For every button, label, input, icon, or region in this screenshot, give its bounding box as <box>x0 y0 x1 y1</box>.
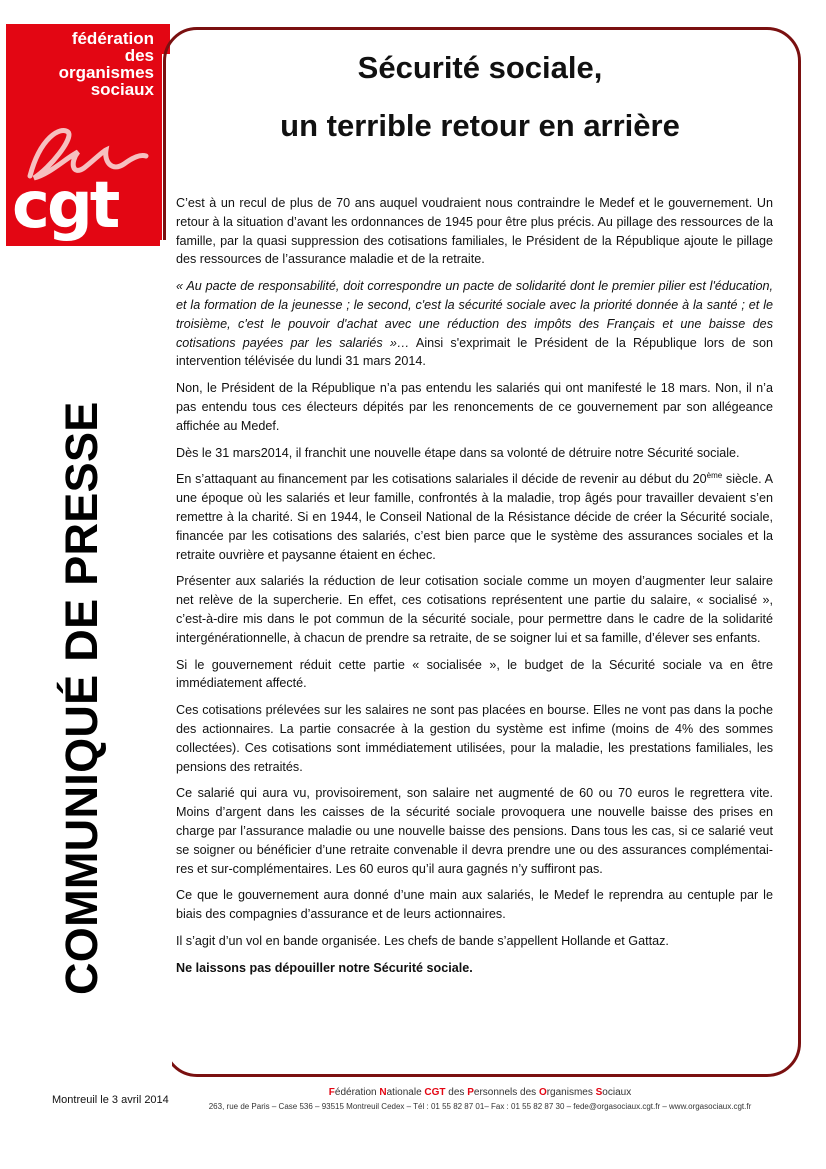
paragraph: Présenter aux salariés la réduction de leur cotisation sociale comme un moyen d’augmenter leur salaire net relève de la supercherie. En effet, ces cotisations représentent une partie du salaire, « socialisé », c’est-à-dire mis dans le pot commun de la sécurité sociale, pour permettre dans le cadre de la solidarité intergénérationnelle, à chacun de prendre sa retraite, de se soigner lui et sa famille, d’élever ses enfants. <box>176 574 773 645</box>
paragraph: Dès le 31 mars2014, il franchit une nouvelle étape dans sa volonté de détruire notre Sécurité sociale. <box>176 445 740 460</box>
quote-attribution: Ainsi s'exprimait le Président de la République lors de son intervention télévisée du lundi 31 mars 2014. <box>176 335 773 369</box>
footer-organization: Fédération Nationale CGT des Personnels des Organismes Sociaux <box>328 1087 632 1098</box>
century-paragraph <box>176 470 773 564</box>
century-text-b: siècle. A une époque où les salariés et leur famille, confrontés à la maladie, trop âgés pour travailler devaient s’en remettre à la charité. Si en 1944, le Conseil National de la Résistance décide de créer la Sécurité sociale, financée par les cotisations des salariés, c’est bien parce que le système des assurances sociales et la retraite ouvrière et paysanne étaient en échec. <box>176 472 773 562</box>
century-superscript: ème <box>706 471 723 481</box>
quote-text: « Au pacte de responsabilité, doit correspondre un pacte de solidarité dont le premier pilier est l'éducation, et la formation de la jeunesse ; le second, c'est la sécurité sociale avec la priorité donnée à la santé ; et le troisième, c'est le pouvoir d'achat avec une réduction des impôts des Français et une baisse des cotisations payées par les salariés »… <box>176 279 773 350</box>
footer <box>180 1087 780 1111</box>
paragraph: Ce que le gouvernement aura donné d’une main aux salariés, le Medef le reprendra au centuple par le biais des compagnies d’assurance et de leurs actionnaires. <box>176 888 773 922</box>
closing-line: Ne laissons pas dépouiller notre Sécurité sociale. <box>176 960 473 975</box>
press-release-label: COMMUNIQUÉ DE PRESSE <box>56 401 107 995</box>
paragraph: Si le gouvernement réduit cette partie « socialisée », le budget de la Sécurité sociale va en être immédiatement affecté. <box>176 657 773 691</box>
paragraph: Non, le Président de la République n’a pas entendu les salariés qui ont manifesté le 18 mars. Non, il n’a pas entendu tous ces électeurs dépités par les renoncements de ce gouvernement par son allégeance affichée au Medef. <box>176 381 773 433</box>
frame-gap <box>160 240 172 1074</box>
paragraph: C’est à un recul de plus de 70 ans auquel voudraient nous contraindre le Medef et le gouvernement. Un retour à la situation d’avant les ordonnances de 1945 pour être plus précis. Au pillage des ressources de la famille, par la quasi suppression des cotisations familiales, le Président de la République ajoute le pillage des ressources de l’assurance maladie et de la retraite. <box>176 196 773 267</box>
title-line-2: un terrible retour en arrière <box>280 108 680 143</box>
paragraph: Ce salarié qui aura vu, provisoirement, son salaire net augmenté de 60 ou 70 euros le regrettera vite. Moins d’argent dans les caisses de la sécurité sociale provoquera une nouvelle baisse des prises en charge par l’assurance maladie ou une nouvelle baisse des pensions. Dans tous les cas, si ce salarié veut se soigner ou bénéficier d’une retraite convenable il devra prendre une ou des assurances complémentai-res et sur-complémentaires. Les 60 euros qu’il aura gagnés n’y suffiront pas. <box>176 786 773 876</box>
cgt-logo <box>6 24 162 246</box>
article-body <box>176 194 773 985</box>
title-line-1: Sécurité sociale, <box>357 50 603 85</box>
page-title <box>170 50 790 144</box>
date-line: Montreuil le 3 avril 2014 <box>52 1094 169 1106</box>
quote-paragraph <box>176 277 773 371</box>
logo-federation-text: fédération des organismes sociaux <box>58 29 154 99</box>
century-text-a: En s’attaquant au financement par les cotisations salariales il décide de revenir au début du 20 <box>176 472 707 487</box>
paragraph: Ces cotisations prélevées sur les salaires ne sont pas placées en bourse. Elles ne vont pas dans la poche des actionnaires. La partie consacrée à la gestion du système est infime (moins de 4% des sommes collectées). Ces cotisations sont immédiatement utilisées, pour la maladie, les prestations familiales, les pensions des retraités. <box>176 703 773 774</box>
logo-cgt-wordmark: cgt <box>12 169 118 243</box>
footer-address: 263, rue de Paris – Case 536 – 93515 Montreuil Cedex – Tél : 01 55 82 87 01– Fax : 01 55 82 87 30 – fede@orgasociaux.cgt.fr – www.orgasociaux.cgt.fr <box>208 1102 752 1111</box>
paragraph: Il s’agit d’un vol en bande organisée. Les chefs de bande s’appellent Hollande et Gattaz. <box>176 933 669 948</box>
